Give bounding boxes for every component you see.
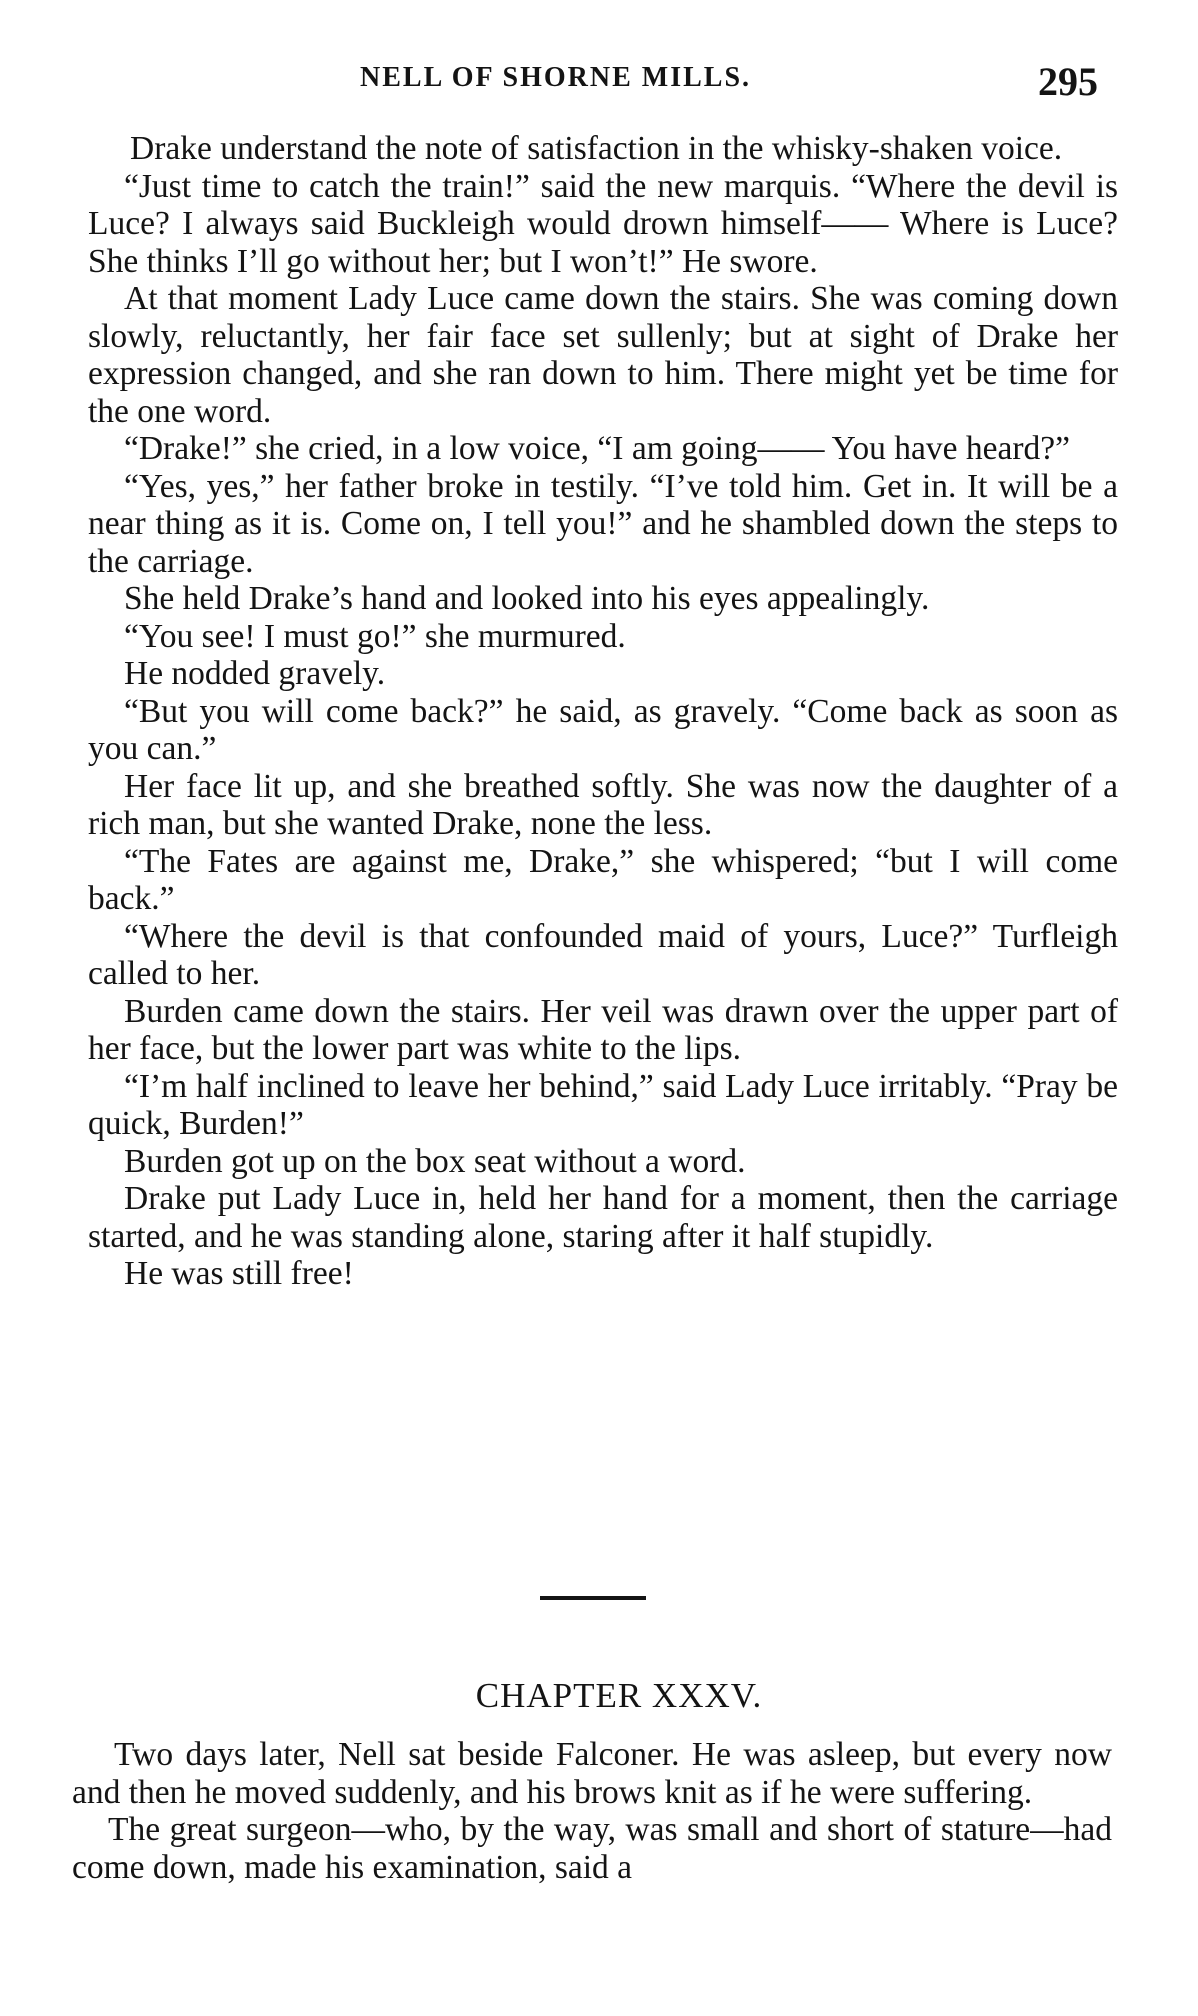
paragraph: “The Fates are against me, Drake,” she whispered; “but I will come back.” (88, 842, 1118, 917)
chapter-text (72, 1736, 1112, 1886)
paragraph: “You see! I must go!” she murmured. (124, 617, 626, 655)
paragraph: “Yes, yes,” her father broke in testily. “I’ve told him. Get in. It will be a near thing as it is. Come on, I tell you!” and he shambled down the steps to the carriage. (88, 467, 1118, 580)
paragraph: She held Drake’s hand and looked into his eyes appealingly. (124, 580, 930, 617)
page-number: 295 (1038, 59, 1098, 104)
paragraph: “Where the devil is that confounded maid of yours, Luce?” Turfleigh called to her. (88, 917, 1118, 992)
paragraph: He nodded gravely. (124, 655, 386, 692)
paragraph: “I’m half inclined to leave her behind,” said Lady Luce irritably. “Pray be quick, Burden!” (88, 1067, 1118, 1142)
paragraph: “But you will come back?” he said, as gravely. “Come back as soon as you can.” (88, 692, 1118, 767)
paragraph: Burden got up on the box seat without a word. (124, 1142, 746, 1180)
paragraph: “Just time to catch the train!” said the new marquis. “Where the devil is Luce? I always said Buckleigh would drown himself—— Where is Luce? She thinks I’ll go without her; but I won’t!” He swore. (88, 167, 1118, 280)
paragraph: He was still free! (124, 1255, 354, 1292)
paragraph: Her face lit up, and she breathed softly. She was now the daughter of a rich man, but she wanted Drake, none the less. (88, 767, 1118, 842)
paragraph: Burden came down the stairs. Her veil was drawn over the upper part of her face, but the lower part was white to the lips. (88, 992, 1118, 1067)
paragraph: “Drake!” she cried, in a low voice, “I am going—— You have heard?” (124, 430, 1071, 467)
paragraph: Two days later, Nell sat beside Falconer. He was asleep, but every now and then he moved suddenly, and his brows knit as if he were suffering. (72, 1736, 1112, 1811)
running-title: NELL OF SHORNE MILLS. (360, 62, 752, 93)
paragraph: The great surgeon—who, by the way, was small and short of stature—had come down, made his examination, said a (72, 1811, 1112, 1886)
paragraph: At that moment Lady Luce came down the stairs. She was coming down slowly, reluctantly, her fair face set sullenly; but at sight of Drake her expression changed, and she ran down to him. There might yet be time for the one word. (88, 280, 1118, 430)
paragraph: Drake put Lady Luce in, held her hand for a moment, then the carriage started, and he was standing alone, staring after it half stupidly. (88, 1180, 1118, 1255)
paragraph: Drake understand the note of satisfaction in the whisky-shaken voice. (130, 130, 1063, 167)
chapter-heading: CHAPTER XXXV. (475, 1676, 763, 1715)
body-text (88, 130, 1118, 1293)
section-divider (540, 1596, 646, 1600)
